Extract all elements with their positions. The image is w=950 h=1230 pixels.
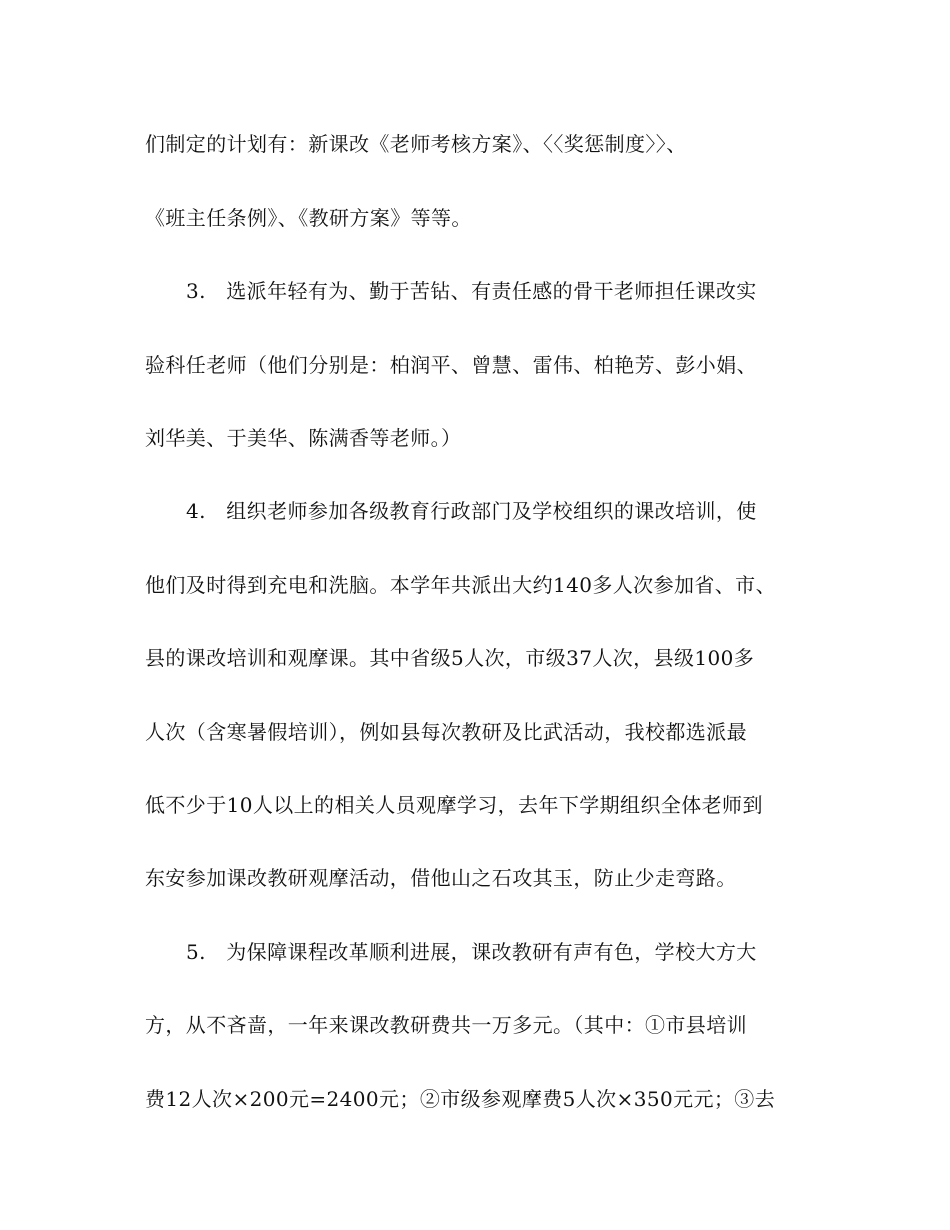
paragraph-5-start: 5. 为保障课程改革顺利进展，课改教研有声有色，学校大方大 bbox=[186, 940, 757, 964]
text-line: 《班主任条例》、《教研方案》等等。 bbox=[145, 206, 472, 230]
text-line: 费12人次×200元=2400元；②市级参观摩费5人次×350元元；③去 bbox=[145, 1087, 776, 1111]
text-line: 人次（含寒暑假培训），例如县每次教研及比武活动，我校都选派最 bbox=[145, 720, 747, 744]
text-line: 低不少于10人以上的相关人员观摩学习，去年下学期组织全体老师到 bbox=[145, 793, 763, 817]
text-line: 刘华美、于美华、陈满香等老师。） bbox=[145, 426, 462, 450]
text-line: 方，从不吝啬，一年来课改教研费共一万多元。（其中：①市县培训 bbox=[145, 1013, 747, 1037]
paragraph-4-start: 4. 组织老师参加各级教育行政部门及学校组织的课改培训，使 bbox=[186, 499, 757, 523]
text-line: 县的课改培训和观摩课。其中省级5人次，市级37人次，县级100多 bbox=[145, 646, 755, 670]
text-line: 们制定的计划有：新课改《老师考核方案》、〈〈奖惩制度〉〉、 bbox=[145, 132, 687, 156]
text-line: 验科任老师（他们分别是：柏润平、曾慧、雷伟、柏艳芳、彭小娟、 bbox=[145, 353, 757, 377]
paragraph-3-start: 3. 选派年轻有为、勤于苦钻、有责任感的骨干老师担任课改实 bbox=[186, 279, 757, 303]
text-line: 他们及时得到充电和洗脑。本学年共派出大约140多人次参加省、市、 bbox=[145, 573, 776, 597]
text-line: 东安参加课改教研观摩活动，借他山之石攻其玉，防止少走弯路。 bbox=[145, 866, 737, 890]
